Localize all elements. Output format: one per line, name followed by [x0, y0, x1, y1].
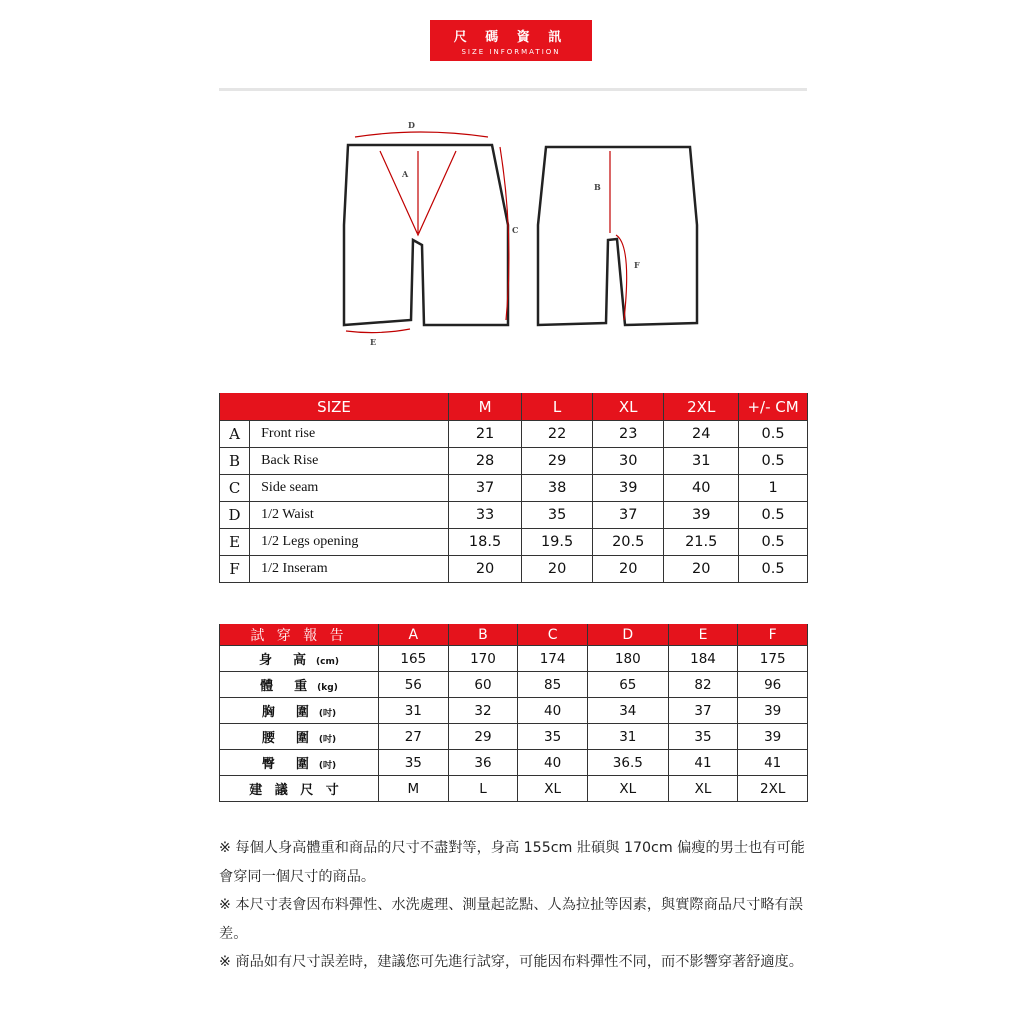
fit-value: 2XL	[738, 776, 808, 802]
measurement-name: 1/2 Waist	[250, 502, 449, 529]
row-letter: B	[220, 448, 250, 475]
row-letter: D	[220, 502, 250, 529]
fit-label-unit: (吋)	[318, 709, 337, 719]
banner-title-zh: 尺 碼 資 訊	[453, 30, 569, 45]
fit-label-text: 腰 圍	[261, 731, 313, 746]
measurement-name: Back Rise	[250, 448, 449, 475]
fit-table-row	[220, 698, 808, 724]
fit-row-label	[220, 724, 379, 750]
size-table-header-row	[220, 393, 808, 421]
size-table-row	[220, 529, 808, 556]
row-letter: A	[220, 421, 250, 448]
fit-row-label	[220, 776, 379, 802]
fit-label-text: 體 重	[260, 679, 312, 694]
fit-header-title: 試 穿 報 告	[220, 624, 379, 646]
fit-value: 180	[587, 646, 668, 672]
fit-label-text: 建 議 尺 寸	[249, 783, 343, 798]
fit-label-unit: (吋)	[318, 735, 337, 745]
fit-value: 85	[518, 672, 588, 698]
size-value: 20	[664, 556, 739, 583]
tolerance-value: 1	[739, 475, 808, 502]
tolerance-value: 0.5	[739, 448, 808, 475]
fit-header-d: D	[587, 624, 668, 646]
fit-value: 27	[379, 724, 449, 750]
fit-value: 39	[738, 698, 808, 724]
size-value: 37	[449, 475, 522, 502]
size-value: 20	[522, 556, 593, 583]
row-letter: F	[220, 556, 250, 583]
fit-label-text: 胸 圍	[261, 705, 313, 720]
fit-value: 36.5	[587, 750, 668, 776]
note-2: ※ 本尺寸表會因布料彈性、水洗處理、測量起訖點、人為拉扯等因素，與實際商品尺寸略有誤差。	[219, 897, 803, 942]
fit-row-label	[220, 672, 379, 698]
fit-value: 36	[448, 750, 518, 776]
fit-table-row	[220, 646, 808, 672]
fit-header-f: F	[738, 624, 808, 646]
fit-value: 39	[738, 724, 808, 750]
row-letter: E	[220, 529, 250, 556]
size-value: 35	[522, 502, 593, 529]
fit-value: 60	[448, 672, 518, 698]
shorts-measurement-diagram	[320, 115, 700, 355]
tolerance-value: 0.5	[739, 502, 808, 529]
fit-table-row	[220, 672, 808, 698]
size-value: 22	[522, 421, 593, 448]
fit-table-row	[220, 724, 808, 750]
size-value: 39	[664, 502, 739, 529]
header-size: SIZE	[220, 393, 449, 421]
fit-value: 35	[668, 724, 738, 750]
size-value: 21.5	[664, 529, 739, 556]
fit-value: 175	[738, 646, 808, 672]
size-value: 28	[449, 448, 522, 475]
size-table-row	[220, 448, 808, 475]
fit-value: 65	[587, 672, 668, 698]
header-l: L	[522, 393, 593, 421]
label-f: F	[634, 260, 640, 270]
size-value: 21	[449, 421, 522, 448]
label-a: A	[402, 169, 409, 179]
fit-value: 174	[518, 646, 588, 672]
measurement-name: Front rise	[250, 421, 449, 448]
fit-value: 31	[587, 724, 668, 750]
size-table	[219, 393, 808, 583]
fit-row-label	[220, 750, 379, 776]
measurement-name: 1/2 Inseram	[250, 556, 449, 583]
fit-label-text: 臀 圍	[261, 757, 313, 772]
label-e: E	[370, 337, 377, 347]
fit-label-unit: (吋)	[318, 761, 337, 771]
fit-row-label	[220, 698, 379, 724]
size-value: 20.5	[593, 529, 664, 556]
fit-value: 34	[587, 698, 668, 724]
fit-value: M	[379, 776, 449, 802]
fit-value: 35	[379, 750, 449, 776]
note-1: ※ 每個人身高體重和商品的尺寸不盡對等，身高 155cm 壯碩與 170cm 偏瘦的男士也有可能會穿同一個尺寸的商品。	[219, 840, 805, 885]
fit-value: 82	[668, 672, 738, 698]
label-d: D	[408, 120, 415, 130]
fit-table-header-row	[220, 624, 808, 646]
banner-title-en: SIZE INFORMATION	[461, 48, 561, 56]
fit-value: 40	[518, 750, 588, 776]
fit-value: L	[448, 776, 518, 802]
fit-value: XL	[518, 776, 588, 802]
fit-row-label	[220, 646, 379, 672]
fit-value: 56	[379, 672, 449, 698]
fit-header-e: E	[668, 624, 738, 646]
leg-opening-line-e	[346, 329, 410, 333]
fit-value: 37	[668, 698, 738, 724]
fit-value: XL	[587, 776, 668, 802]
size-value: 19.5	[522, 529, 593, 556]
measurement-name: 1/2 Legs opening	[250, 529, 449, 556]
size-value: 29	[522, 448, 593, 475]
size-table-row	[220, 475, 808, 502]
row-letter: C	[220, 475, 250, 502]
size-value: 20	[449, 556, 522, 583]
fit-value: 40	[518, 698, 588, 724]
size-notes	[219, 834, 811, 977]
fit-value: 96	[738, 672, 808, 698]
fit-label-unit: (cm)	[316, 657, 339, 667]
fit-value: 165	[379, 646, 449, 672]
header-2xl: 2XL	[664, 393, 739, 421]
size-information-banner	[430, 20, 592, 61]
size-table-row	[220, 421, 808, 448]
waist-line-d	[355, 132, 488, 137]
size-value: 23	[593, 421, 664, 448]
size-value: 38	[522, 475, 593, 502]
fit-header-c: C	[518, 624, 588, 646]
fit-report-table	[219, 624, 808, 802]
fit-value: 29	[448, 724, 518, 750]
fit-header-a: A	[379, 624, 449, 646]
size-value: 39	[593, 475, 664, 502]
fit-header-b: B	[448, 624, 518, 646]
divider	[219, 88, 807, 91]
fit-value: XL	[668, 776, 738, 802]
label-c: C	[512, 225, 519, 235]
size-value: 24	[664, 421, 739, 448]
size-value: 37	[593, 502, 664, 529]
size-value: 30	[593, 448, 664, 475]
tolerance-value: 0.5	[739, 529, 808, 556]
shorts-front-outline	[344, 145, 508, 325]
tolerance-value: 0.5	[739, 556, 808, 583]
size-value: 33	[449, 502, 522, 529]
fit-value: 184	[668, 646, 738, 672]
fit-table-row	[220, 750, 808, 776]
header-xl: XL	[593, 393, 664, 421]
fit-value: 35	[518, 724, 588, 750]
label-b: B	[594, 182, 601, 192]
note-3: ※ 商品如有尺寸誤差時，建議您可先進行試穿，可能因布料彈性不同，而不影響穿著舒適度。	[219, 954, 803, 970]
size-value: 18.5	[449, 529, 522, 556]
header-m: M	[449, 393, 522, 421]
size-table-row	[220, 502, 808, 529]
fit-value: 41	[738, 750, 808, 776]
header-tolerance: +/- CM	[739, 393, 808, 421]
fit-value: 170	[448, 646, 518, 672]
fit-value: 32	[448, 698, 518, 724]
fit-label-text: 身 高	[259, 653, 311, 668]
size-value: 20	[593, 556, 664, 583]
size-table-row	[220, 556, 808, 583]
tolerance-value: 0.5	[739, 421, 808, 448]
fit-value: 31	[379, 698, 449, 724]
fit-label-unit: (kg)	[317, 683, 338, 693]
size-value: 40	[664, 475, 739, 502]
size-value: 31	[664, 448, 739, 475]
fit-table-row	[220, 776, 808, 802]
measurement-name: Side seam	[250, 475, 449, 502]
fit-value: 41	[668, 750, 738, 776]
